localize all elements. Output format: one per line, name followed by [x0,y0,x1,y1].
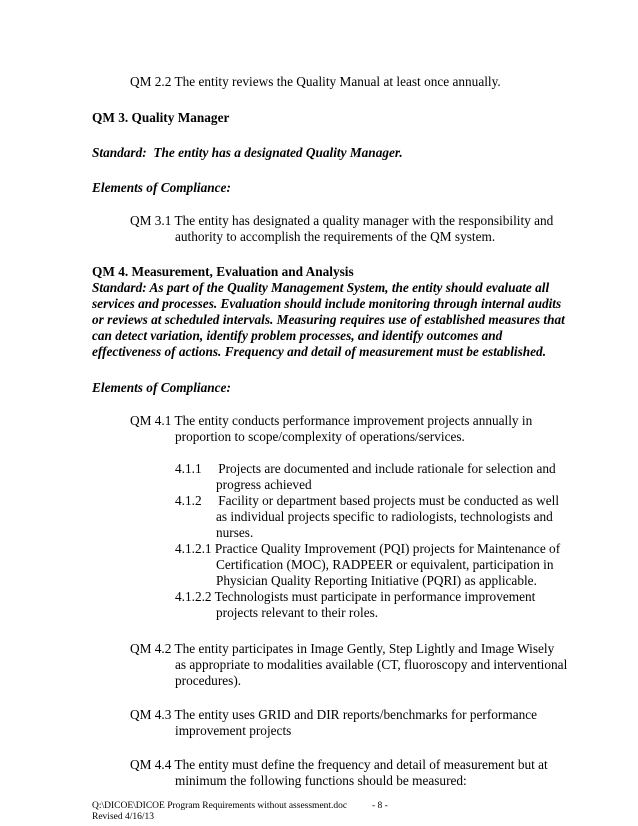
qm-4-1-text-cont: proportion to scope/complexity of operations/services. [175,429,465,444]
qm-2-2-text: QM 2.2 The entity reviews the Quality Manual at least once annually. [130,74,501,89]
item-4-1-2-cont2: nurses. [216,525,254,540]
elements-of-compliance-heading: Elements of Compliance: [92,380,231,395]
qm-3-1-text: QM 3.1 The entity has designated a quality manager with the responsibility and [130,213,554,228]
item-4-1-2-1-cont1: Certification (MOC), RADPEER or equivalent, participation in [216,557,554,572]
standard-qm3: Standard: The entity has a designated Quality Manager. [92,145,403,160]
footer-page-number: - 8 - [372,801,388,811]
item-4-1-2-1: 4.1.2.1 Practice Quality Improvement (PQI) projects for Maintenance of [175,541,561,556]
footer-revised-date: Revised 4/16/13 [92,812,155,822]
qm-4-3-text: QM 4.3 The entity uses GRID and DIR reports/benchmarks for performance [130,707,538,722]
standard-qm4-line1: Standard: As part of the Quality Management System, the entity should evaluate all [92,280,550,295]
standard-qm4-line2: services and processes. Evaluation should include monitoring through internal audits [92,296,562,311]
item-4-1-1-cont: progress achieved [216,477,312,492]
footer-file-path: Q:\DICOE\DICOE Program Requirements without assessment.doc [92,801,348,811]
standard-qm4-line3: or reviews at scheduled intervals. Measuring requires use of established measures that [92,312,565,327]
item-4-1-2: 4.1.2 Facility or department based projects must be conducted as well [175,493,560,508]
item-4-1-1: 4.1.1 Projects are documented and include rationale for selection and [175,461,556,476]
item-4-1-2-2: 4.1.2.2 Technologists must participate in performance improvement [175,589,536,604]
qm-4-2-text-cont2: procedures). [175,673,242,688]
elements-of-compliance-heading: Elements of Compliance: [92,180,231,195]
standard-qm4-line5: effectiveness of actions. Frequency and detail of measurement must be established. [92,344,547,359]
standard-qm4-line4: can detect variation, identify problem processes, and identify outcomes and [92,328,503,343]
section-heading-qm4: QM 4. Measurement, Evaluation and Analysis [92,264,354,279]
qm-4-1-text: QM 4.1 The entity conducts performance improvement projects annually in [130,413,533,428]
item-4-1-2-2-cont: projects relevant to their roles. [216,605,379,620]
qm-4-3-text-cont: improvement projects [175,723,292,738]
qm-3-1-text-cont: authority to accomplish the requirements of the QM system. [175,229,496,244]
item-4-1-2-cont1: as individual projects specific to radiologists, technologists and [216,509,553,524]
qm-4-2-text-cont1: as appropriate to modalities available (CT, fluoroscopy and interventional [175,657,568,672]
qm-4-2-text: QM 4.2 The entity participates in Image Gently, Step Lightly and Image Wisely [130,641,555,656]
item-4-1-2-1-cont2: Physician Quality Reporting Initiative (PQRI) as applicable. [216,573,537,588]
section-heading-qm3: QM 3. Quality Manager [92,110,230,125]
qm-4-4-text: QM 4.4 The entity must define the frequency and detail of measurement but at [130,757,548,772]
qm-4-4-text-cont: minimum the following functions should be measured: [175,773,467,788]
